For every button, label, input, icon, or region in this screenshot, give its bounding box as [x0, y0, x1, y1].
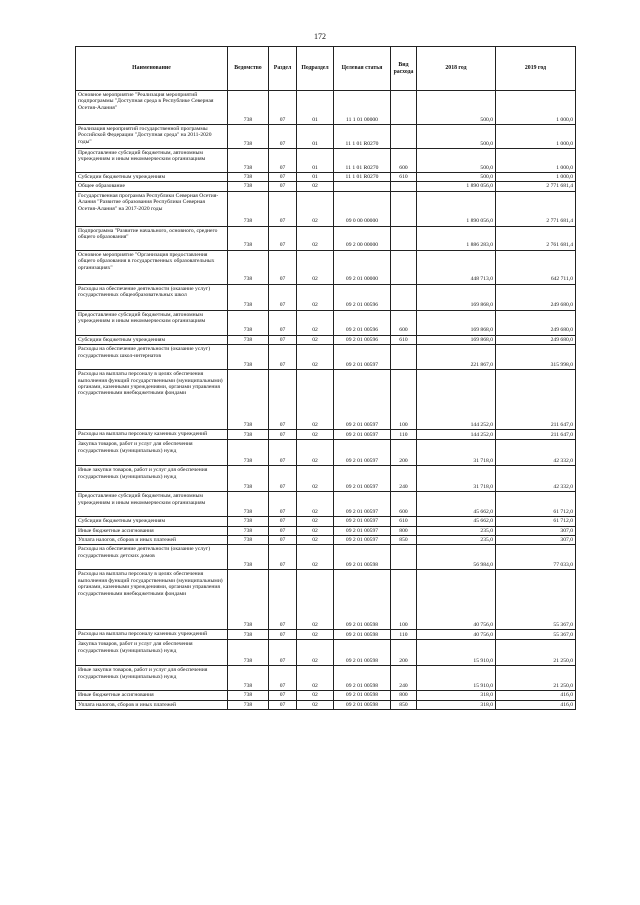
row-expense-type: 240 [391, 666, 417, 691]
row-section: 07 [269, 691, 297, 700]
row-subsection: 01 [297, 91, 334, 125]
row-amount-2019: 416,0 [496, 691, 576, 700]
header-cell: Подраздел [297, 47, 334, 91]
row-expense-type: 800 [391, 526, 417, 535]
row-target-article: 09 2 01 00598 [334, 640, 391, 666]
row-subsection: 01 [297, 125, 334, 149]
header-cell: 2019 год [496, 47, 576, 91]
row-section: 07 [269, 91, 297, 125]
row-amount-2018: 31 718,0 [417, 440, 496, 466]
row-amount-2019: 1 000,0 [496, 149, 576, 173]
header-cell: Целевая статья [334, 47, 391, 91]
row-expense-type: 800 [391, 691, 417, 700]
budget-table [75, 46, 576, 710]
row-name: Субсидии бюджетным учреждениям [76, 173, 228, 182]
row-subsection: 02 [297, 466, 334, 492]
row-name: Расходы на обеспечение деятельности (оказание услуг) государственных общеобразовательных школ [76, 284, 228, 310]
row-amount-2018: 448 713,0 [417, 250, 496, 284]
row-expense-type: 600 [391, 310, 417, 335]
row-amount-2019: 211 647,0 [496, 370, 576, 430]
row-department: 738 [228, 370, 269, 430]
row-expense-type: 110 [391, 430, 417, 440]
table-row [76, 335, 576, 344]
row-department: 738 [228, 700, 269, 709]
row-section: 07 [269, 191, 297, 226]
row-name: Иные бюджетные ассигнования [76, 691, 228, 700]
row-amount-2018: 169 868,0 [417, 310, 496, 335]
row-section: 07 [269, 466, 297, 492]
row-amount-2019: 249 680,0 [496, 335, 576, 344]
row-name: Подпрограмма "Развитие начального, основного, среднего общего образования" [76, 226, 228, 250]
row-subsection: 01 [297, 149, 334, 173]
row-amount-2018: 500,0 [417, 149, 496, 173]
row-subsection: 02 [297, 335, 334, 344]
row-section: 07 [269, 173, 297, 182]
row-amount-2019: 307,0 [496, 536, 576, 545]
row-amount-2018: 235,0 [417, 526, 496, 535]
table-row [76, 492, 576, 517]
row-amount-2018: 45 662,0 [417, 517, 496, 526]
row-expense-type [391, 345, 417, 370]
row-section: 07 [269, 526, 297, 535]
table-row [76, 149, 576, 173]
row-amount-2019: 21 250,0 [496, 666, 576, 691]
row-amount-2019: 1 000,0 [496, 173, 576, 182]
row-amount-2018: 1 890 056,0 [417, 182, 496, 191]
row-target-article [334, 182, 391, 191]
row-name: Предоставление субсидий бюджетным, автономным учреждениям и иным некоммерческим организациям [76, 149, 228, 173]
table-row [76, 370, 576, 430]
row-subsection: 02 [297, 250, 334, 284]
row-expense-type [391, 226, 417, 250]
row-subsection: 02 [297, 691, 334, 700]
row-amount-2018: 1 890 056,0 [417, 191, 496, 226]
row-name: Уплата налогов, сборов и иных платежей [76, 700, 228, 709]
row-section: 07 [269, 630, 297, 640]
row-amount-2018: 500,0 [417, 125, 496, 149]
row-expense-type [391, 182, 417, 191]
row-name: Общее образование [76, 182, 228, 191]
row-amount-2018: 500,0 [417, 173, 496, 182]
row-amount-2019: 249 680,0 [496, 284, 576, 310]
row-target-article: 09 2 01 00597 [334, 492, 391, 517]
row-department: 738 [228, 640, 269, 666]
row-section: 07 [269, 250, 297, 284]
header-cell: 2018 год [417, 47, 496, 91]
row-expense-type: 200 [391, 440, 417, 466]
table-row [76, 691, 576, 700]
row-subsection: 02 [297, 284, 334, 310]
table-row [76, 526, 576, 535]
header-cell: Ведомство [228, 47, 269, 91]
row-department: 738 [228, 517, 269, 526]
row-amount-2019: 42 332,0 [496, 466, 576, 492]
row-amount-2019: 2 771 681,4 [496, 191, 576, 226]
row-amount-2019: 2 761 681,4 [496, 226, 576, 250]
row-amount-2019: 642 711,0 [496, 250, 576, 284]
row-amount-2018: 318,0 [417, 691, 496, 700]
row-name: Иные закупки товаров, работ и услуг для обеспечения государственных (муниципальных) нужд [76, 466, 228, 492]
row-name: Предоставление субсидий бюджетным, автономным учреждениям и иным некоммерческим организациям [76, 310, 228, 335]
row-department: 738 [228, 310, 269, 335]
row-expense-type: 100 [391, 370, 417, 430]
row-amount-2018: 45 662,0 [417, 492, 496, 517]
row-amount-2018: 235,0 [417, 536, 496, 545]
table-row [76, 700, 576, 709]
row-target-article: 09 2 01 00597 [334, 345, 391, 370]
table-row [76, 345, 576, 370]
row-subsection: 02 [297, 630, 334, 640]
row-expense-type [391, 191, 417, 226]
row-subsection: 02 [297, 370, 334, 430]
row-subsection: 02 [297, 226, 334, 250]
row-amount-2019: 2 771 681,4 [496, 182, 576, 191]
row-expense-type: 610 [391, 517, 417, 526]
row-department: 738 [228, 345, 269, 370]
row-amount-2018: 1 886 283,0 [417, 226, 496, 250]
row-target-article: 09 2 01 00597 [334, 370, 391, 430]
table-row [76, 226, 576, 250]
row-name: Иные бюджетные ассигнования [76, 526, 228, 535]
row-expense-type [391, 250, 417, 284]
table-row [76, 666, 576, 691]
row-name: Закупка товаров, работ и услуг для обеспечения государственных (муниципальных) нужд [76, 640, 228, 666]
row-expense-type: 600 [391, 149, 417, 173]
table-row [76, 630, 576, 640]
row-subsection: 02 [297, 666, 334, 691]
table-row [76, 536, 576, 545]
row-section: 07 [269, 125, 297, 149]
row-section: 07 [269, 666, 297, 691]
table-row [76, 310, 576, 335]
row-target-article: 09 2 01 00598 [334, 666, 391, 691]
table-row [76, 440, 576, 466]
row-department: 738 [228, 691, 269, 700]
row-department: 738 [228, 440, 269, 466]
row-name: Иные закупки товаров, работ и услуг для обеспечения государственных (муниципальных) нужд [76, 666, 228, 691]
row-target-article: 09 2 01 00598 [334, 700, 391, 709]
row-amount-2019: 249 680,0 [496, 310, 576, 335]
row-name: Расходы на обеспечение деятельности (оказание услуг) государственных детских домов [76, 545, 228, 570]
row-name: Субсидии бюджетным учреждениям [76, 517, 228, 526]
table-row [76, 173, 576, 182]
row-amount-2019: 61 712,0 [496, 517, 576, 526]
row-amount-2018: 144 252,0 [417, 370, 496, 430]
row-amount-2018: 221 867,0 [417, 345, 496, 370]
table-row [76, 284, 576, 310]
row-target-article: 09 2 01 00597 [334, 466, 391, 492]
row-name: Расходы на выплаты персоналу казенных учреждений [76, 630, 228, 640]
row-amount-2018: 40 756,0 [417, 570, 496, 630]
table-row [76, 182, 576, 191]
row-expense-type [391, 125, 417, 149]
row-subsection: 02 [297, 700, 334, 709]
row-name: Основное мероприятие "Организация предоставления общего образования в государственных образовательных организациях" [76, 250, 228, 284]
row-name: Государственная программа Республики Северная Осетия-Алания "Развитие образования Республики Северная Осетия-Алания" на 2017-2020 годы [76, 191, 228, 226]
row-department: 738 [228, 125, 269, 149]
row-subsection: 02 [297, 517, 334, 526]
table-row [76, 125, 576, 149]
row-subsection: 02 [297, 430, 334, 440]
row-name: Предоставление субсидий бюджетным, автономным учреждениям и иным некоммерческим организациям [76, 492, 228, 517]
row-expense-type: 610 [391, 173, 417, 182]
row-department: 738 [228, 226, 269, 250]
row-subsection: 02 [297, 191, 334, 226]
row-target-article: 09 2 01 00598 [334, 691, 391, 700]
row-amount-2019: 55 367,0 [496, 630, 576, 640]
row-amount-2018: 15 910,0 [417, 666, 496, 691]
row-amount-2018: 318,0 [417, 700, 496, 709]
row-department: 738 [228, 191, 269, 226]
table-row [76, 466, 576, 492]
row-expense-type [391, 284, 417, 310]
row-expense-type: 240 [391, 466, 417, 492]
row-target-article: 09 2 01 00597 [334, 430, 391, 440]
row-amount-2019: 307,0 [496, 526, 576, 535]
row-expense-type: 610 [391, 335, 417, 344]
row-amount-2018: 31 718,0 [417, 466, 496, 492]
row-target-article: 09 2 01 00597 [334, 526, 391, 535]
row-section: 07 [269, 310, 297, 335]
row-expense-type: 110 [391, 630, 417, 640]
row-section: 07 [269, 640, 297, 666]
row-section: 07 [269, 284, 297, 310]
row-amount-2018: 500,0 [417, 91, 496, 125]
row-name: Субсидии бюджетным учреждениям [76, 335, 228, 344]
row-section: 07 [269, 536, 297, 545]
header-cell: Наименование [76, 47, 228, 91]
row-amount-2018: 169 868,0 [417, 335, 496, 344]
row-section: 07 [269, 570, 297, 630]
row-name: Расходы на выплаты персоналу в целях обеспечения выполнения функций государственными (муниципальными) органами, казенными учреждениями, органами управления государственными внебюджетными фондами [76, 370, 228, 430]
row-target-article: 11 1 01 R0270 [334, 125, 391, 149]
row-expense-type: 200 [391, 640, 417, 666]
row-amount-2018: 144 252,0 [417, 430, 496, 440]
row-target-article: 09 2 01 00596 [334, 284, 391, 310]
row-name: Расходы на обеспечение деятельности (оказание услуг) государственных школ-интернатов [76, 345, 228, 370]
row-name: Основное мероприятие "Реализация мероприятий подпрограммы "Доступная среда в Республике Северная Осетия-Алания" [76, 91, 228, 125]
row-expense-type [391, 91, 417, 125]
table-row [76, 430, 576, 440]
row-department: 738 [228, 284, 269, 310]
row-section: 07 [269, 370, 297, 430]
row-subsection: 02 [297, 310, 334, 335]
row-target-article: 09 2 01 00596 [334, 335, 391, 344]
row-section: 07 [269, 440, 297, 466]
row-target-article: 09 2 01 00000 [334, 250, 391, 284]
row-subsection: 02 [297, 536, 334, 545]
row-amount-2019: 1 000,0 [496, 91, 576, 125]
table-row [76, 91, 576, 125]
row-name: Реализация мероприятий государственной программы Российской Федерации "Доступная среда" на 2011-2020 годы" [76, 125, 228, 149]
row-amount-2019: 42 332,0 [496, 440, 576, 466]
row-target-article: 09 2 01 00597 [334, 536, 391, 545]
row-expense-type: 850 [391, 536, 417, 545]
row-department: 738 [228, 173, 269, 182]
table-row [76, 191, 576, 226]
table-row [76, 250, 576, 284]
header-cell: Раздел [269, 47, 297, 91]
row-section: 07 [269, 492, 297, 517]
row-subsection: 02 [297, 570, 334, 630]
table-row [76, 570, 576, 630]
row-section: 07 [269, 545, 297, 570]
row-section: 07 [269, 149, 297, 173]
row-department: 738 [228, 630, 269, 640]
row-section: 07 [269, 430, 297, 440]
row-department: 738 [228, 570, 269, 630]
row-amount-2019: 211 647,0 [496, 430, 576, 440]
row-subsection: 02 [297, 345, 334, 370]
row-department: 738 [228, 536, 269, 545]
row-target-article: 11 1 01 R0270 [334, 173, 391, 182]
row-department: 738 [228, 666, 269, 691]
row-amount-2018: 56 984,0 [417, 545, 496, 570]
row-department: 738 [228, 250, 269, 284]
row-target-article: 09 2 00 00000 [334, 226, 391, 250]
page-number: 172 [314, 32, 326, 41]
row-expense-type: 600 [391, 492, 417, 517]
table-row [76, 517, 576, 526]
row-department: 738 [228, 91, 269, 125]
row-expense-type: 100 [391, 570, 417, 630]
row-department: 738 [228, 335, 269, 344]
row-department: 738 [228, 466, 269, 492]
row-amount-2018: 169 868,0 [417, 284, 496, 310]
row-subsection: 02 [297, 492, 334, 517]
row-target-article: 09 2 01 00598 [334, 630, 391, 640]
row-target-article: 09 2 01 00596 [334, 310, 391, 335]
row-department: 738 [228, 526, 269, 535]
row-name: Закупка товаров, работ и услуг для обеспечения государственных (муниципальных) нужд [76, 440, 228, 466]
row-target-article: 09 2 01 00598 [334, 570, 391, 630]
row-name: Уплата налогов, сборов и иных платежей [76, 536, 228, 545]
row-target-article: 09 2 01 00597 [334, 517, 391, 526]
row-amount-2019: 1 000,0 [496, 125, 576, 149]
row-department: 738 [228, 545, 269, 570]
row-amount-2018: 15 910,0 [417, 640, 496, 666]
row-expense-type [391, 545, 417, 570]
row-name: Расходы на выплаты персоналу в целях обеспечения выполнения функций государственными (муниципальными) органами, казенными учреждениями, органами управления государственными внебюджетными фондами [76, 570, 228, 630]
row-section: 07 [269, 226, 297, 250]
row-section: 07 [269, 335, 297, 344]
row-amount-2019: 315 998,0 [496, 345, 576, 370]
header-row [76, 47, 576, 91]
row-amount-2019: 21 250,0 [496, 640, 576, 666]
row-target-article: 11 1 01 R0270 [334, 149, 391, 173]
row-target-article: 09 0 00 00000 [334, 191, 391, 226]
row-section: 07 [269, 182, 297, 191]
row-department: 738 [228, 149, 269, 173]
row-subsection: 02 [297, 526, 334, 535]
row-subsection: 02 [297, 182, 334, 191]
header-cell: Вид расхода [391, 47, 417, 91]
row-target-article: 09 2 01 00597 [334, 440, 391, 466]
row-target-article: 09 2 01 00598 [334, 545, 391, 570]
row-amount-2019: 77 033,0 [496, 545, 576, 570]
row-amount-2019: 416,0 [496, 700, 576, 709]
row-name: Расходы на выплаты персоналу казенных учреждений [76, 430, 228, 440]
row-amount-2019: 61 712,0 [496, 492, 576, 517]
row-section: 07 [269, 345, 297, 370]
row-department: 738 [228, 492, 269, 517]
row-expense-type: 850 [391, 700, 417, 709]
row-subsection: 02 [297, 440, 334, 466]
table-row [76, 545, 576, 570]
row-amount-2019: 55 367,0 [496, 570, 576, 630]
row-subsection: 02 [297, 545, 334, 570]
row-subsection: 01 [297, 173, 334, 182]
row-amount-2018: 40 756,0 [417, 630, 496, 640]
table-row [76, 640, 576, 666]
row-department: 738 [228, 430, 269, 440]
row-section: 07 [269, 517, 297, 526]
row-subsection: 02 [297, 640, 334, 666]
row-department: 738 [228, 182, 269, 191]
row-section: 07 [269, 700, 297, 709]
row-target-article: 11 1 01 00000 [334, 91, 391, 125]
